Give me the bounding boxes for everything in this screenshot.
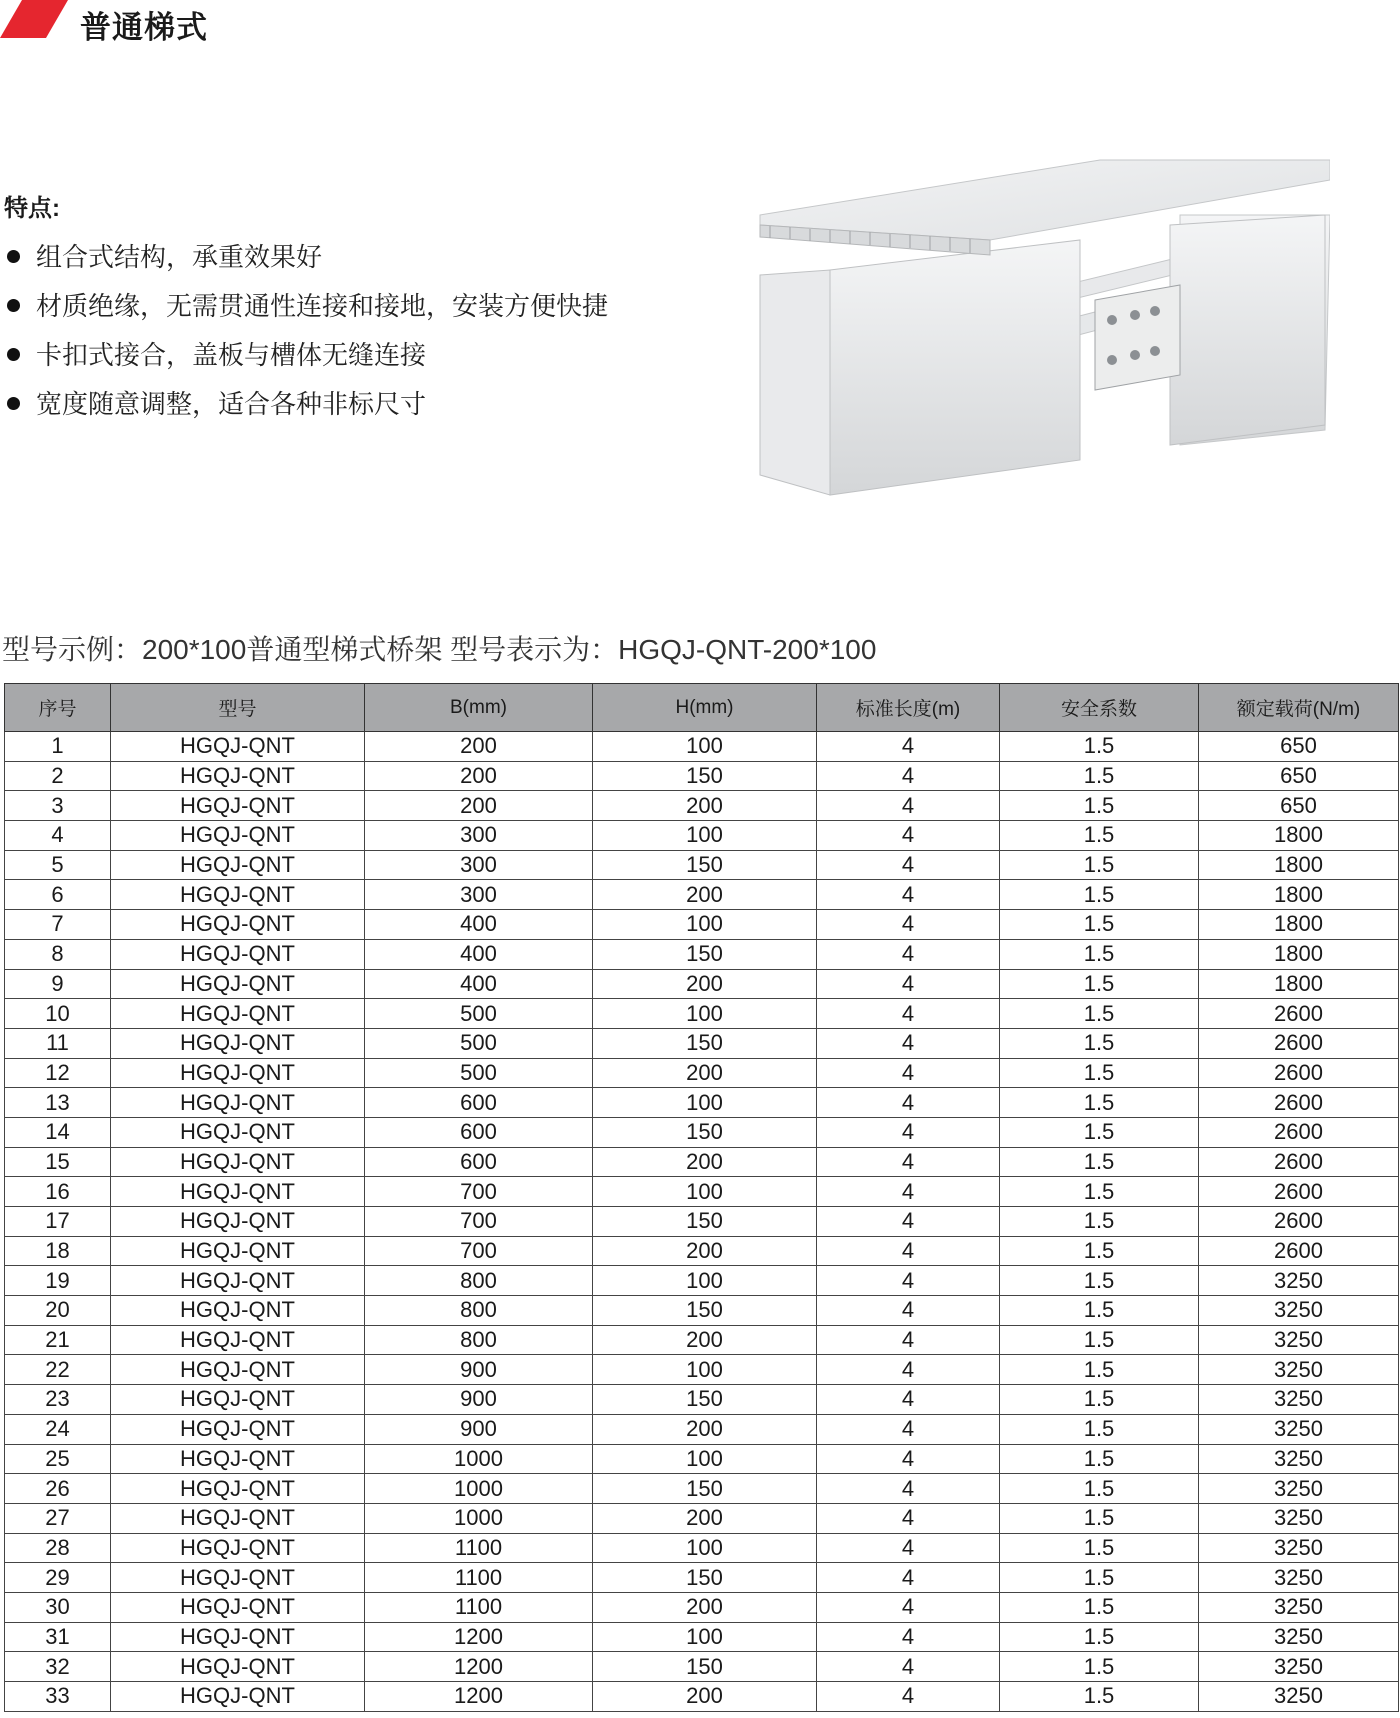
table-cell: 8 [5,939,111,969]
table-cell: 4 [5,821,111,851]
table-row [5,791,1399,821]
table-cell: 2600 [1199,1088,1399,1118]
features-title: 特点: [4,195,60,222]
table-cell: HGQJ-QNT [111,1355,365,1385]
table-cell: 700 [365,1177,593,1207]
table-row [5,1444,1399,1474]
table-cell: 300 [365,850,593,880]
table-row [5,1563,1399,1593]
table-cell: 2600 [1199,999,1399,1029]
table-body [5,732,1399,1712]
table-row [5,1177,1399,1207]
col-header: B(mm) [365,684,593,732]
table-cell: 2600 [1199,1147,1399,1177]
table-cell: 29 [5,1563,111,1593]
table-cell: 900 [365,1414,593,1444]
table-cell: 200 [593,969,817,999]
table-row [5,1652,1399,1682]
table-row [5,1414,1399,1444]
table-cell: HGQJ-QNT [111,1652,365,1682]
table-cell: 2 [5,761,111,791]
table-cell: 200 [593,1325,817,1355]
table-row [5,969,1399,999]
table-cell: 1.5 [1000,1652,1199,1682]
table-cell: 27 [5,1503,111,1533]
table-cell: 17 [5,1207,111,1237]
table-cell: 200 [365,761,593,791]
table-cell: 300 [365,821,593,851]
table-cell: 3250 [1199,1385,1399,1415]
table-cell: 500 [365,1058,593,1088]
table-cell: HGQJ-QNT [111,732,365,762]
col-header: H(mm) [593,684,817,732]
table-cell: 4 [817,1325,1000,1355]
table-cell: 1 [5,732,111,762]
table-cell: 4 [817,1414,1000,1444]
table-cell: 32 [5,1652,111,1682]
table-cell: 1.5 [1000,1474,1199,1504]
feature-text: 宽度随意调整，适合各种非标尺寸 [36,389,427,419]
table-cell: HGQJ-QNT [111,1622,365,1652]
table-cell: 1.5 [1000,1058,1199,1088]
table-cell: HGQJ-QNT [111,1177,365,1207]
table-cell: 4 [817,1474,1000,1504]
table-cell: 1800 [1199,821,1399,851]
table-cell: HGQJ-QNT [111,1266,365,1296]
table-cell: 1.5 [1000,1207,1199,1237]
table-cell: 150 [593,1652,817,1682]
table-cell: HGQJ-QNT [111,939,365,969]
table-cell: 4 [817,1266,1000,1296]
table-cell: 1800 [1199,880,1399,910]
table-cell: 3250 [1199,1296,1399,1326]
table-cell: 800 [365,1296,593,1326]
table-cell: 18 [5,1236,111,1266]
table-cell: 1200 [365,1682,593,1712]
table-cell: 4 [817,1385,1000,1415]
table-cell: 1.5 [1000,1147,1199,1177]
table-cell: 200 [593,1503,817,1533]
table-cell: 1.5 [1000,1503,1199,1533]
table-cell: 150 [593,1296,817,1326]
table-row [5,1355,1399,1385]
table-row [5,1385,1399,1415]
table-cell: 4 [817,1296,1000,1326]
table-cell: 650 [1199,761,1399,791]
table-cell: 1.5 [1000,1622,1199,1652]
table-cell: 3250 [1199,1652,1399,1682]
table-cell: 200 [365,732,593,762]
table-cell: 100 [593,1622,817,1652]
table-cell: 1.5 [1000,939,1199,969]
table-cell: 3250 [1199,1533,1399,1563]
table-cell: 4 [817,1147,1000,1177]
col-header: 安全系数 [1000,684,1199,732]
table-cell: HGQJ-QNT [111,791,365,821]
table-cell: 3 [5,791,111,821]
table-cell: 200 [593,880,817,910]
table-cell: 1100 [365,1592,593,1622]
table-cell: 4 [817,850,1000,880]
table-cell: 200 [593,1414,817,1444]
table-cell: 650 [1199,791,1399,821]
table-cell: 150 [593,1563,817,1593]
table-cell: HGQJ-QNT [111,821,365,851]
table-cell: 4 [817,732,1000,762]
table-cell: 28 [5,1533,111,1563]
col-header: 标准长度(m) [817,684,1000,732]
table-cell: 25 [5,1444,111,1474]
table-cell: 2600 [1199,1177,1399,1207]
table-cell: 1.5 [1000,1444,1199,1474]
table-row [5,880,1399,910]
table-row [5,1682,1399,1712]
table-cell: 800 [365,1325,593,1355]
table-cell: HGQJ-QNT [111,1088,365,1118]
table-cell: 600 [365,1088,593,1118]
table-cell: 4 [817,1058,1000,1088]
table-cell: 500 [365,999,593,1029]
table-row [5,1325,1399,1355]
table-cell: 100 [593,1177,817,1207]
table-cell: 4 [817,969,1000,999]
bullet-icon [7,250,20,263]
table-cell: 4 [817,1355,1000,1385]
table-cell: 2600 [1199,1028,1399,1058]
feature-item [4,384,684,433]
table-cell: 4 [817,1117,1000,1147]
table-cell: 100 [593,1444,817,1474]
table-cell: HGQJ-QNT [111,999,365,1029]
table-cell: 200 [593,1236,817,1266]
table-cell: 1.5 [1000,1682,1199,1712]
table-cell: 1800 [1199,969,1399,999]
table-row [5,1474,1399,1504]
table-cell: 1.5 [1000,1117,1199,1147]
table-cell: 3250 [1199,1503,1399,1533]
table-cell: 3250 [1199,1355,1399,1385]
table-cell: 4 [817,821,1000,851]
table-row [5,1622,1399,1652]
table-cell: 600 [365,1117,593,1147]
table-row [5,1088,1399,1118]
table-row [5,1296,1399,1326]
table-cell: 4 [817,1533,1000,1563]
table-cell: HGQJ-QNT [111,1503,365,1533]
table-cell: 4 [817,1207,1000,1237]
table-cell: 200 [365,791,593,821]
table-row [5,939,1399,969]
table-cell: 650 [1199,732,1399,762]
col-header: 序号 [5,684,111,732]
table-cell: 900 [365,1385,593,1415]
table-cell: HGQJ-QNT [111,1563,365,1593]
table-cell: 10 [5,999,111,1029]
table-cell: 12 [5,1058,111,1088]
table-cell: 5 [5,850,111,880]
table-cell: 11 [5,1028,111,1058]
table-cell: 4 [817,1028,1000,1058]
table-cell: 3250 [1199,1474,1399,1504]
table-cell: 700 [365,1236,593,1266]
table-cell: 3250 [1199,1414,1399,1444]
table-cell: 3250 [1199,1622,1399,1652]
table-cell: 400 [365,969,593,999]
table-cell: HGQJ-QNT [111,1296,365,1326]
table-cell: 4 [817,1682,1000,1712]
table-cell: 1.5 [1000,1325,1199,1355]
table-cell: 1800 [1199,939,1399,969]
table-cell: HGQJ-QNT [111,1682,365,1712]
table-cell: 4 [817,1236,1000,1266]
table-cell: 150 [593,761,817,791]
table-cell: 4 [817,1563,1000,1593]
table-cell: 900 [365,1355,593,1385]
table-cell: HGQJ-QNT [111,880,365,910]
table-cell: HGQJ-QNT [111,1474,365,1504]
table-cell: 100 [593,821,817,851]
table-cell: 30 [5,1592,111,1622]
col-header: 额定载荷(N/m) [1199,684,1399,732]
table-cell: HGQJ-QNT [111,1325,365,1355]
table-cell: 20 [5,1296,111,1326]
table-cell: 4 [817,1444,1000,1474]
table-cell: 3250 [1199,1592,1399,1622]
table-cell: HGQJ-QNT [111,1592,365,1622]
table-row [5,1533,1399,1563]
table-cell: 1.5 [1000,1266,1199,1296]
table-cell: 1.5 [1000,850,1199,880]
table-cell: 100 [593,1355,817,1385]
table-row [5,1503,1399,1533]
table-cell: 1.5 [1000,969,1199,999]
table-cell: HGQJ-QNT [111,1058,365,1088]
table-cell: HGQJ-QNT [111,1147,365,1177]
table-row [5,761,1399,791]
table-row [5,850,1399,880]
table-cell: HGQJ-QNT [111,1444,365,1474]
table-cell: 4 [817,1652,1000,1682]
table-cell: 100 [593,910,817,940]
table-cell: 150 [593,850,817,880]
table-cell: HGQJ-QNT [111,1028,365,1058]
table-cell: 1.5 [1000,1088,1199,1118]
table-cell: 1.5 [1000,1296,1199,1326]
table-cell: 200 [593,1058,817,1088]
table-cell: 1.5 [1000,1355,1199,1385]
table-cell: HGQJ-QNT [111,969,365,999]
table-row [5,999,1399,1029]
table-cell: 150 [593,1385,817,1415]
table-cell: 150 [593,939,817,969]
table-cell: 4 [817,1622,1000,1652]
bullet-icon [7,397,20,410]
table-cell: 1.5 [1000,761,1199,791]
table-row [5,1236,1399,1266]
header-accent-mark [0,0,70,40]
features-list [4,237,684,433]
col-header: 型号 [111,684,365,732]
feature-item [4,237,684,286]
table-cell: 1.5 [1000,791,1199,821]
table-cell: HGQJ-QNT [111,761,365,791]
table-cell: 1800 [1199,910,1399,940]
table-cell: 19 [5,1266,111,1296]
table-cell: 200 [593,791,817,821]
table-cell: 26 [5,1474,111,1504]
table-cell: 1.5 [1000,1028,1199,1058]
table-cell: 700 [365,1207,593,1237]
table-row [5,732,1399,762]
table-cell: 4 [817,1592,1000,1622]
table-cell: 1.5 [1000,1177,1199,1207]
table-row [5,1028,1399,1058]
table-cell: HGQJ-QNT [111,1117,365,1147]
feature-text: 材质绝缘，无需贯通性连接和接地，安装方便快捷 [36,291,609,321]
table-cell: 1.5 [1000,999,1199,1029]
table-cell: 2600 [1199,1236,1399,1266]
table-cell: 1800 [1199,850,1399,880]
table-cell: 1100 [365,1563,593,1593]
table-row [5,1207,1399,1237]
table-cell: 2600 [1199,1207,1399,1237]
table-cell: 3250 [1199,1682,1399,1712]
table-cell: 15 [5,1147,111,1177]
table-cell: 9 [5,969,111,999]
table-cell: 4 [817,1503,1000,1533]
table-cell: 1100 [365,1533,593,1563]
table-cell: 4 [817,999,1000,1029]
table-row [5,1058,1399,1088]
table-cell: 4 [817,1088,1000,1118]
table-cell: 1.5 [1000,821,1199,851]
table-cell: 6 [5,880,111,910]
table-cell: 1.5 [1000,880,1199,910]
table-cell: 1000 [365,1474,593,1504]
feature-text: 卡扣式接合，盖板与槽体无缝连接 [36,340,427,370]
table-cell: 2600 [1199,1117,1399,1147]
table-cell: 3250 [1199,1266,1399,1296]
bullet-icon [7,348,20,361]
table-cell: 4 [817,791,1000,821]
table-cell: 4 [817,1177,1000,1207]
table-cell: 1.5 [1000,910,1199,940]
table-row [5,910,1399,940]
table-cell: 100 [593,1266,817,1296]
table-cell: 4 [817,761,1000,791]
table-row [5,1266,1399,1296]
feature-item [4,335,684,384]
table-cell: 400 [365,910,593,940]
table-cell: 800 [365,1266,593,1296]
spec-table [4,683,1399,1712]
table-cell: 100 [593,732,817,762]
table-cell: 1200 [365,1622,593,1652]
table-cell: 3250 [1199,1325,1399,1355]
table-cell: 13 [5,1088,111,1118]
table-cell: 4 [817,910,1000,940]
table-cell: 14 [5,1117,111,1147]
table-cell: 400 [365,939,593,969]
table-cell: 4 [817,939,1000,969]
table-cell: 1000 [365,1503,593,1533]
table-cell: 31 [5,1622,111,1652]
table-cell: HGQJ-QNT [111,1533,365,1563]
table-cell: 3250 [1199,1563,1399,1593]
table-cell: HGQJ-QNT [111,910,365,940]
table-cell: 100 [593,1533,817,1563]
feature-item [4,286,684,335]
table-cell: 100 [593,1088,817,1118]
page-header [0,0,600,50]
table-cell: 300 [365,880,593,910]
table-row [5,821,1399,851]
table-cell: HGQJ-QNT [111,1207,365,1237]
table-row [5,1592,1399,1622]
table-cell: HGQJ-QNT [111,1414,365,1444]
table-cell: 2600 [1199,1058,1399,1088]
table-cell: 21 [5,1325,111,1355]
table-cell: 1.5 [1000,1592,1199,1622]
table-cell: 24 [5,1414,111,1444]
table-cell: 200 [593,1147,817,1177]
table-cell: 1.5 [1000,1414,1199,1444]
table-cell: 1.5 [1000,1385,1199,1415]
table-cell: 1.5 [1000,1533,1199,1563]
feature-text: 组合式结构，承重效果好 [36,242,323,272]
table-row [5,1147,1399,1177]
page-title: 普通梯式 [80,10,208,45]
table-cell: 33 [5,1682,111,1712]
table-cell: 1200 [365,1652,593,1682]
table-cell: 150 [593,1117,817,1147]
table-cell: 1.5 [1000,1563,1199,1593]
table-cell: 1.5 [1000,732,1199,762]
table-cell: 23 [5,1385,111,1415]
ladder-tray-product-image [750,125,1330,505]
table-cell: 1.5 [1000,1236,1199,1266]
table-cell: HGQJ-QNT [111,1385,365,1415]
table-cell: 500 [365,1028,593,1058]
features-section [4,188,684,433]
table-cell: HGQJ-QNT [111,1236,365,1266]
table-header-row [5,684,1399,732]
table-cell: 150 [593,1207,817,1237]
table-cell: 22 [5,1355,111,1385]
table-cell: 100 [593,999,817,1029]
table-cell: 150 [593,1474,817,1504]
table-row [5,1117,1399,1147]
table-cell: HGQJ-QNT [111,850,365,880]
table-cell: 4 [817,880,1000,910]
table-cell: 1000 [365,1444,593,1474]
table-cell: 16 [5,1177,111,1207]
model-example-text: 型号示例：200*100普通型梯式桥架 型号表示为：HGQJ-QNT-200*100 [2,634,877,665]
table-cell: 600 [365,1147,593,1177]
table-cell: 3250 [1199,1444,1399,1474]
table-cell: 200 [593,1592,817,1622]
table-cell: 7 [5,910,111,940]
table-cell: 150 [593,1028,817,1058]
table-cell: 200 [593,1682,817,1712]
bullet-icon [7,299,20,312]
